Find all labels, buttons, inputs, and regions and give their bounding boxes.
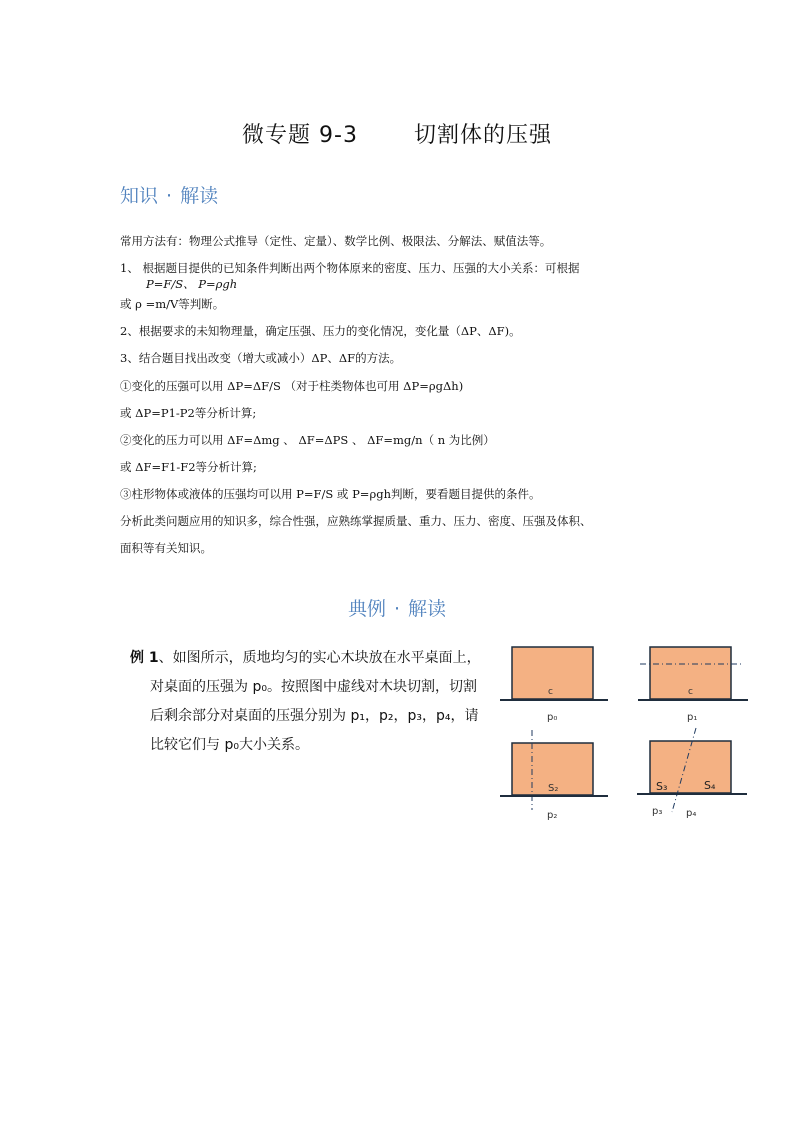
knowledge-line-3: 或 ρ =m/V等判断。 [120, 297, 225, 311]
label-p1: p₁ [687, 712, 698, 723]
knowledge-line-1: 1、 根据题目提供的已知条件判断出两个物体原来的密度、压力、压强的大小关系：可根据 [120, 261, 580, 275]
knowledge-line-0: 常用方法有：物理公式推导（定性、定量）、数学比例、极限法、分解法、赋值法等。 [120, 234, 552, 248]
knowledge-line-5: 3、结合题目找出改变（增大或减小）ΔP、ΔF的方法。 [120, 351, 402, 365]
knowledge-heading-2: 解读 [180, 185, 219, 207]
label-s2: S₂ [548, 783, 559, 794]
example-1-label: 例 1 [130, 650, 159, 666]
knowledge-heading [120, 181, 218, 208]
knowledge-line-11: 分析此类问题应用的知识多，综合性强，应熟练掌握质量、重力、压力、密度、压强及体积、 [120, 514, 592, 528]
label-b-inner: c [688, 687, 693, 697]
example-1-line-0 [130, 645, 481, 671]
knowledge-line-6: ①变化的压强可以用 ΔP=ΔF/S （对于柱类物体也可用 ΔP=ρgΔh) [120, 379, 464, 393]
example-1-line-2: 后剩余部分对桌面的压强分别为 p₁，p₂，p₃，p₄，请 [150, 708, 479, 724]
knowledge-line-7: 或 ΔP=P1-P2等分析计算; [120, 406, 257, 420]
knowledge-line-4: 2、根据要求的未知物理量，确定压强、压力的变化情况，变化量（ΔP、ΔF)。 [120, 324, 521, 338]
knowledge-line-12: 面积等有关知识。 [120, 541, 212, 555]
knowledge-heading-dot: · [166, 185, 173, 207]
knowledge-line-2: P=F/S、 P=ρgh [146, 277, 238, 291]
title-main: 切割体的压强 [413, 123, 552, 148]
label-a-inner: c [548, 687, 553, 697]
label-p4: p₄ [686, 808, 697, 819]
title-prefix: 微专题 9-3 [242, 123, 358, 148]
knowledge-line-9: 或 ΔF=F1-F2等分析计算; [120, 460, 257, 474]
label-p2: p₂ [547, 810, 558, 821]
examples-heading-2: 解读 [408, 598, 447, 620]
example-1-text-0: 、如图所示，质地均匀的实心木块放在水平桌面上， [158, 650, 481, 666]
label-p3: p₃ [652, 806, 663, 817]
label-p0: p₀ [547, 712, 558, 723]
cutting-figure [490, 630, 760, 830]
page-title [0, 118, 794, 149]
knowledge-line-10: ③柱形物体或液体的压强均可以用 P=F/S 或 P=ρgh判断，要看题目提供的条件。 [120, 487, 541, 501]
label-s3: S₃ [656, 780, 668, 793]
knowledge-line-8: ②变化的压力可以用 ΔF=Δmg 、 ΔF=ΔPS 、 ΔF=mg/n（ n 为比例） [120, 433, 495, 447]
examples-heading-dot: · [393, 598, 401, 620]
example-1-line-3: 比较它们与 p₀大小关系。 [150, 737, 309, 753]
examples-heading [0, 594, 794, 621]
knowledge-heading-1: 知识 [120, 185, 159, 207]
example-1-line-1: 对桌面的压强为 p₀。按照图中虚线对木块切割，切割 [150, 679, 477, 695]
label-s4: S₄ [704, 779, 716, 792]
examples-heading-1: 典例 [347, 598, 386, 620]
